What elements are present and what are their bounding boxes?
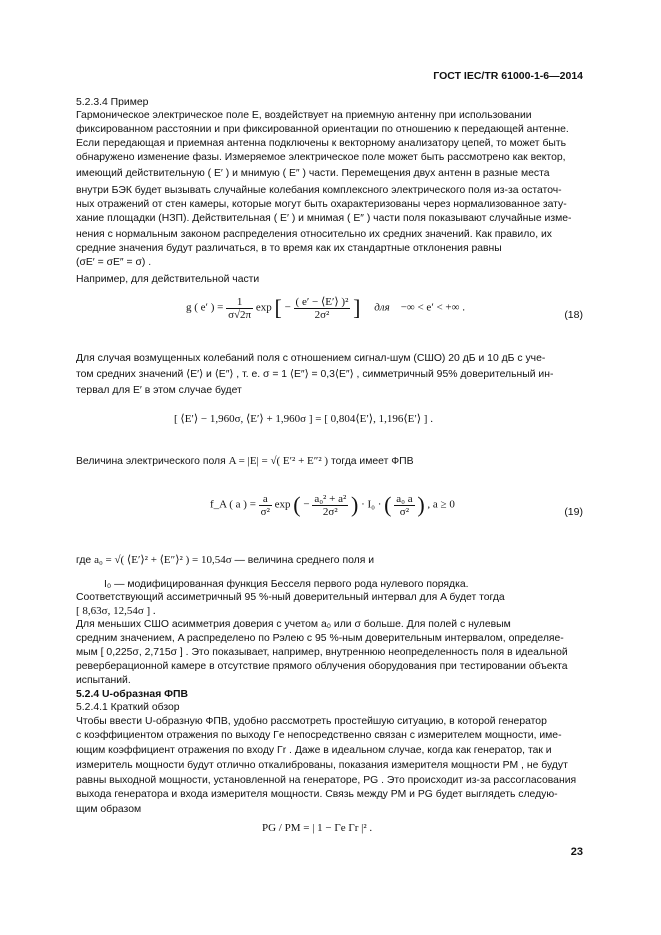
a0-definition-line <box>76 554 583 567</box>
field-magnitude-tail: тогда имеет ФПВ <box>330 456 414 467</box>
text-line: ных отражений от стен камеры, которые могут быть охарактеризованы через нормализованное зату- <box>76 199 567 210</box>
eq18-cond-word: для <box>374 301 390 314</box>
field-magnitude-lead: Величина электрического поля <box>76 456 226 467</box>
text-line: Соответствующий ассиметричный 95 %-ный доверительный интервал для A будет тогда <box>76 592 505 603</box>
text-line: обнаружено изменение фазы. Измеряемое электрическое поле может быть рассмотрено как вектор, <box>76 152 566 163</box>
eq18-cond: −∞ < e′ < +∞ . <box>400 301 465 314</box>
text-line: (σE′ = σE″ = σ) . <box>76 257 152 268</box>
text-line: нения с нормальным законом распределения относительно их средних значений. Как правило, их <box>76 229 552 240</box>
left-paren: ( <box>293 492 301 517</box>
text-line: том средних значений ⟨E′⟩ и ⟨E″⟩ , т. е. σ = 1 ⟨E″⟩ = 0,3⟨E″⟩ , симметричный 95% доверительный ин- <box>76 369 554 380</box>
eq19-cond: , a ≥ 0 <box>427 498 455 511</box>
eq19-arg-den: σ² <box>399 505 410 518</box>
equation-interval: [ ⟨E′⟩ − 1,960σ, ⟨E′⟩ + 1,960σ ] = [ 0,804⟨E′⟩, 1,196⟨E′⟩ ] . <box>174 413 433 425</box>
right-paren: ) <box>351 492 359 517</box>
equation-18: g ( e′ ) = $\frac{1}{\sigma√2\pi}$ exp [ − $\frac{\text{( e′ − ⟨E′⟩ )²}}{\text{2σ²}}$ ] для −∞ < e′ < +∞ . <box>186 295 465 321</box>
text-line: имеющий действительную ( E′ ) и мнимую ( E″ ) части. Перемещения двух антенн в разные места <box>76 168 550 179</box>
eq19-coef-num: a <box>259 493 272 506</box>
text-line: выхода генератора и входа измерителя мощности. Связь между PM и PG будет выглядеть следую- <box>76 789 558 800</box>
eq18-coef-den: σ√2π <box>228 308 252 321</box>
eq18-inner-den: 2σ² <box>314 309 330 321</box>
text-line: равны выходной мощности, установленной на генераторе, PG . Это происходит из-за рассогласования <box>76 775 577 786</box>
eq19-coef <box>259 493 272 518</box>
eq19-arg-num: a₀ a <box>396 492 413 505</box>
text-line: Для случая возмущенных колебаний поля с отношением сигнал-шум (СШО) 20 дБ и 10 дБ с уче- <box>76 353 546 364</box>
eq18-lhs: g ( e′ ) = <box>186 301 224 314</box>
equation-19: f_A ( a ) = $\frac{a}{\text{σ²}}$ exp ( − $\frac{\text{a₀² + a²}}{\text{2σ²}}$ ) · I₀ · ( $\frac{\text{a₀ a}}{\text{σ²}}$ ) , a ≥ 0 <box>210 492 455 518</box>
text-line: Например, для действительной части <box>76 274 260 285</box>
eq18-exp: exp <box>255 301 272 314</box>
text-line: Гармоническое электрическое поле E, воздействует на приемную антенну при использовании <box>76 110 532 121</box>
i0-definition: I₀ — модифицированная функция Бесселя первого рода нулевого порядка. <box>104 579 469 590</box>
equation-number-19: (19) <box>564 506 583 518</box>
eq18-coef-num: 1 <box>226 296 253 309</box>
left-paren: ( <box>384 492 392 517</box>
eq19-bessel: · I₀ · <box>361 498 382 511</box>
text-line: с коэффициентом отражения по выходу Γe непосредственно связан с измерителем мощности, име- <box>76 730 562 741</box>
field-magnitude-formula: A = |E| = √( E′² + E″² ) <box>228 455 329 467</box>
section-heading-5241: 5.2.4.1 Краткий обзор <box>76 702 180 713</box>
a0-formula: a₀ = √( ⟨E′⟩² + ⟨E″⟩² ) = 10,54σ <box>94 554 232 566</box>
text-line: тервал для E′ в этом случае будет <box>76 385 242 396</box>
eq19-arg <box>394 493 414 518</box>
text-line: Чтобы ввести U-образную ФПВ, удобно рассмотреть простейшую ситуацию, в которой генератор <box>76 716 547 727</box>
text-line: реверберационной камере в отсутствие прямого облучения оборудования при тестировании объекта <box>76 661 568 672</box>
eq19-inner <box>312 493 348 518</box>
eq19-inner-num: a₀² + a² <box>314 492 347 505</box>
eq19-lhs: f_A ( a ) = <box>210 498 256 511</box>
eq19-inner-den: 2σ² <box>322 505 338 518</box>
text-line: фиксированном расстоянии и при фиксированной ориентации по отношению к передающей антенне. <box>76 124 569 135</box>
page-number: 23 <box>570 846 583 858</box>
text-line: Для меньших СШО асимметрия доверия с учетом a₀ или σ больше. Для полей с нулевым <box>76 619 511 630</box>
text-line: измеритель мощности будут отлично откалиброваны, показания измерителя мощности PM , не будут <box>76 760 568 771</box>
text-line: щим образом <box>76 804 142 815</box>
text-line: ющим коэффициент отражения по входу Γr . Даже в идеальном случае, когда как генератор, так и <box>76 745 552 756</box>
section-heading-524: 5.2.4 U-образная ФПВ <box>76 689 188 700</box>
text-line: Если передающая и приемная антенна подключены к векторному анализатору цепей, то может быть <box>76 138 567 149</box>
text-line: испытаний. <box>76 675 131 686</box>
standard-header: ГОСТ IEC/TR 61000-1-6—2014 <box>433 70 583 82</box>
text-line: внутри БЭК будет вызывать случайные колебания комплексного электрического поля из-за остаточ- <box>76 185 562 196</box>
eq19-exp: exp <box>274 498 291 511</box>
eq18-coef <box>226 296 253 321</box>
where-label: где <box>76 555 92 566</box>
right-paren: ) <box>417 492 425 517</box>
eq19-coef-den: σ² <box>260 505 270 518</box>
text-line: хание площадки (НЗП). Действительная ( E′ ) и мнимая ( E″ ) части поля показывают случайные изме- <box>76 213 572 224</box>
equation-number-18: (18) <box>564 309 583 321</box>
text-line: средние значения будут различаться, в то время как их стандартные отклонения равны <box>76 243 502 254</box>
text-line: средним значением, A распределено по Рэлею с 95 %-ным доверительным интервалом, определяе- <box>76 633 564 644</box>
eq18-inner-num: ( e′ − ⟨E′⟩ )² <box>295 296 349 308</box>
text-line: мым [ 0,225σ, 2,715σ ] . Это показывает, например, внутреннюю неопределенность поля в идеальной <box>76 647 568 658</box>
confidence-interval-a: [ 8,63σ, 12,54σ ] . <box>76 605 156 617</box>
field-magnitude-line <box>76 455 583 468</box>
equation-power-ratio: PG / PM = | 1 − Γe Γr |² . <box>262 822 373 834</box>
right-bracket: ] <box>353 295 361 320</box>
eq18-inner <box>294 295 351 321</box>
left-bracket: [ <box>274 295 282 320</box>
a0-description: — величина среднего поля и <box>234 555 375 566</box>
section-heading-5234: 5.2.3.4 Пример <box>76 97 149 108</box>
